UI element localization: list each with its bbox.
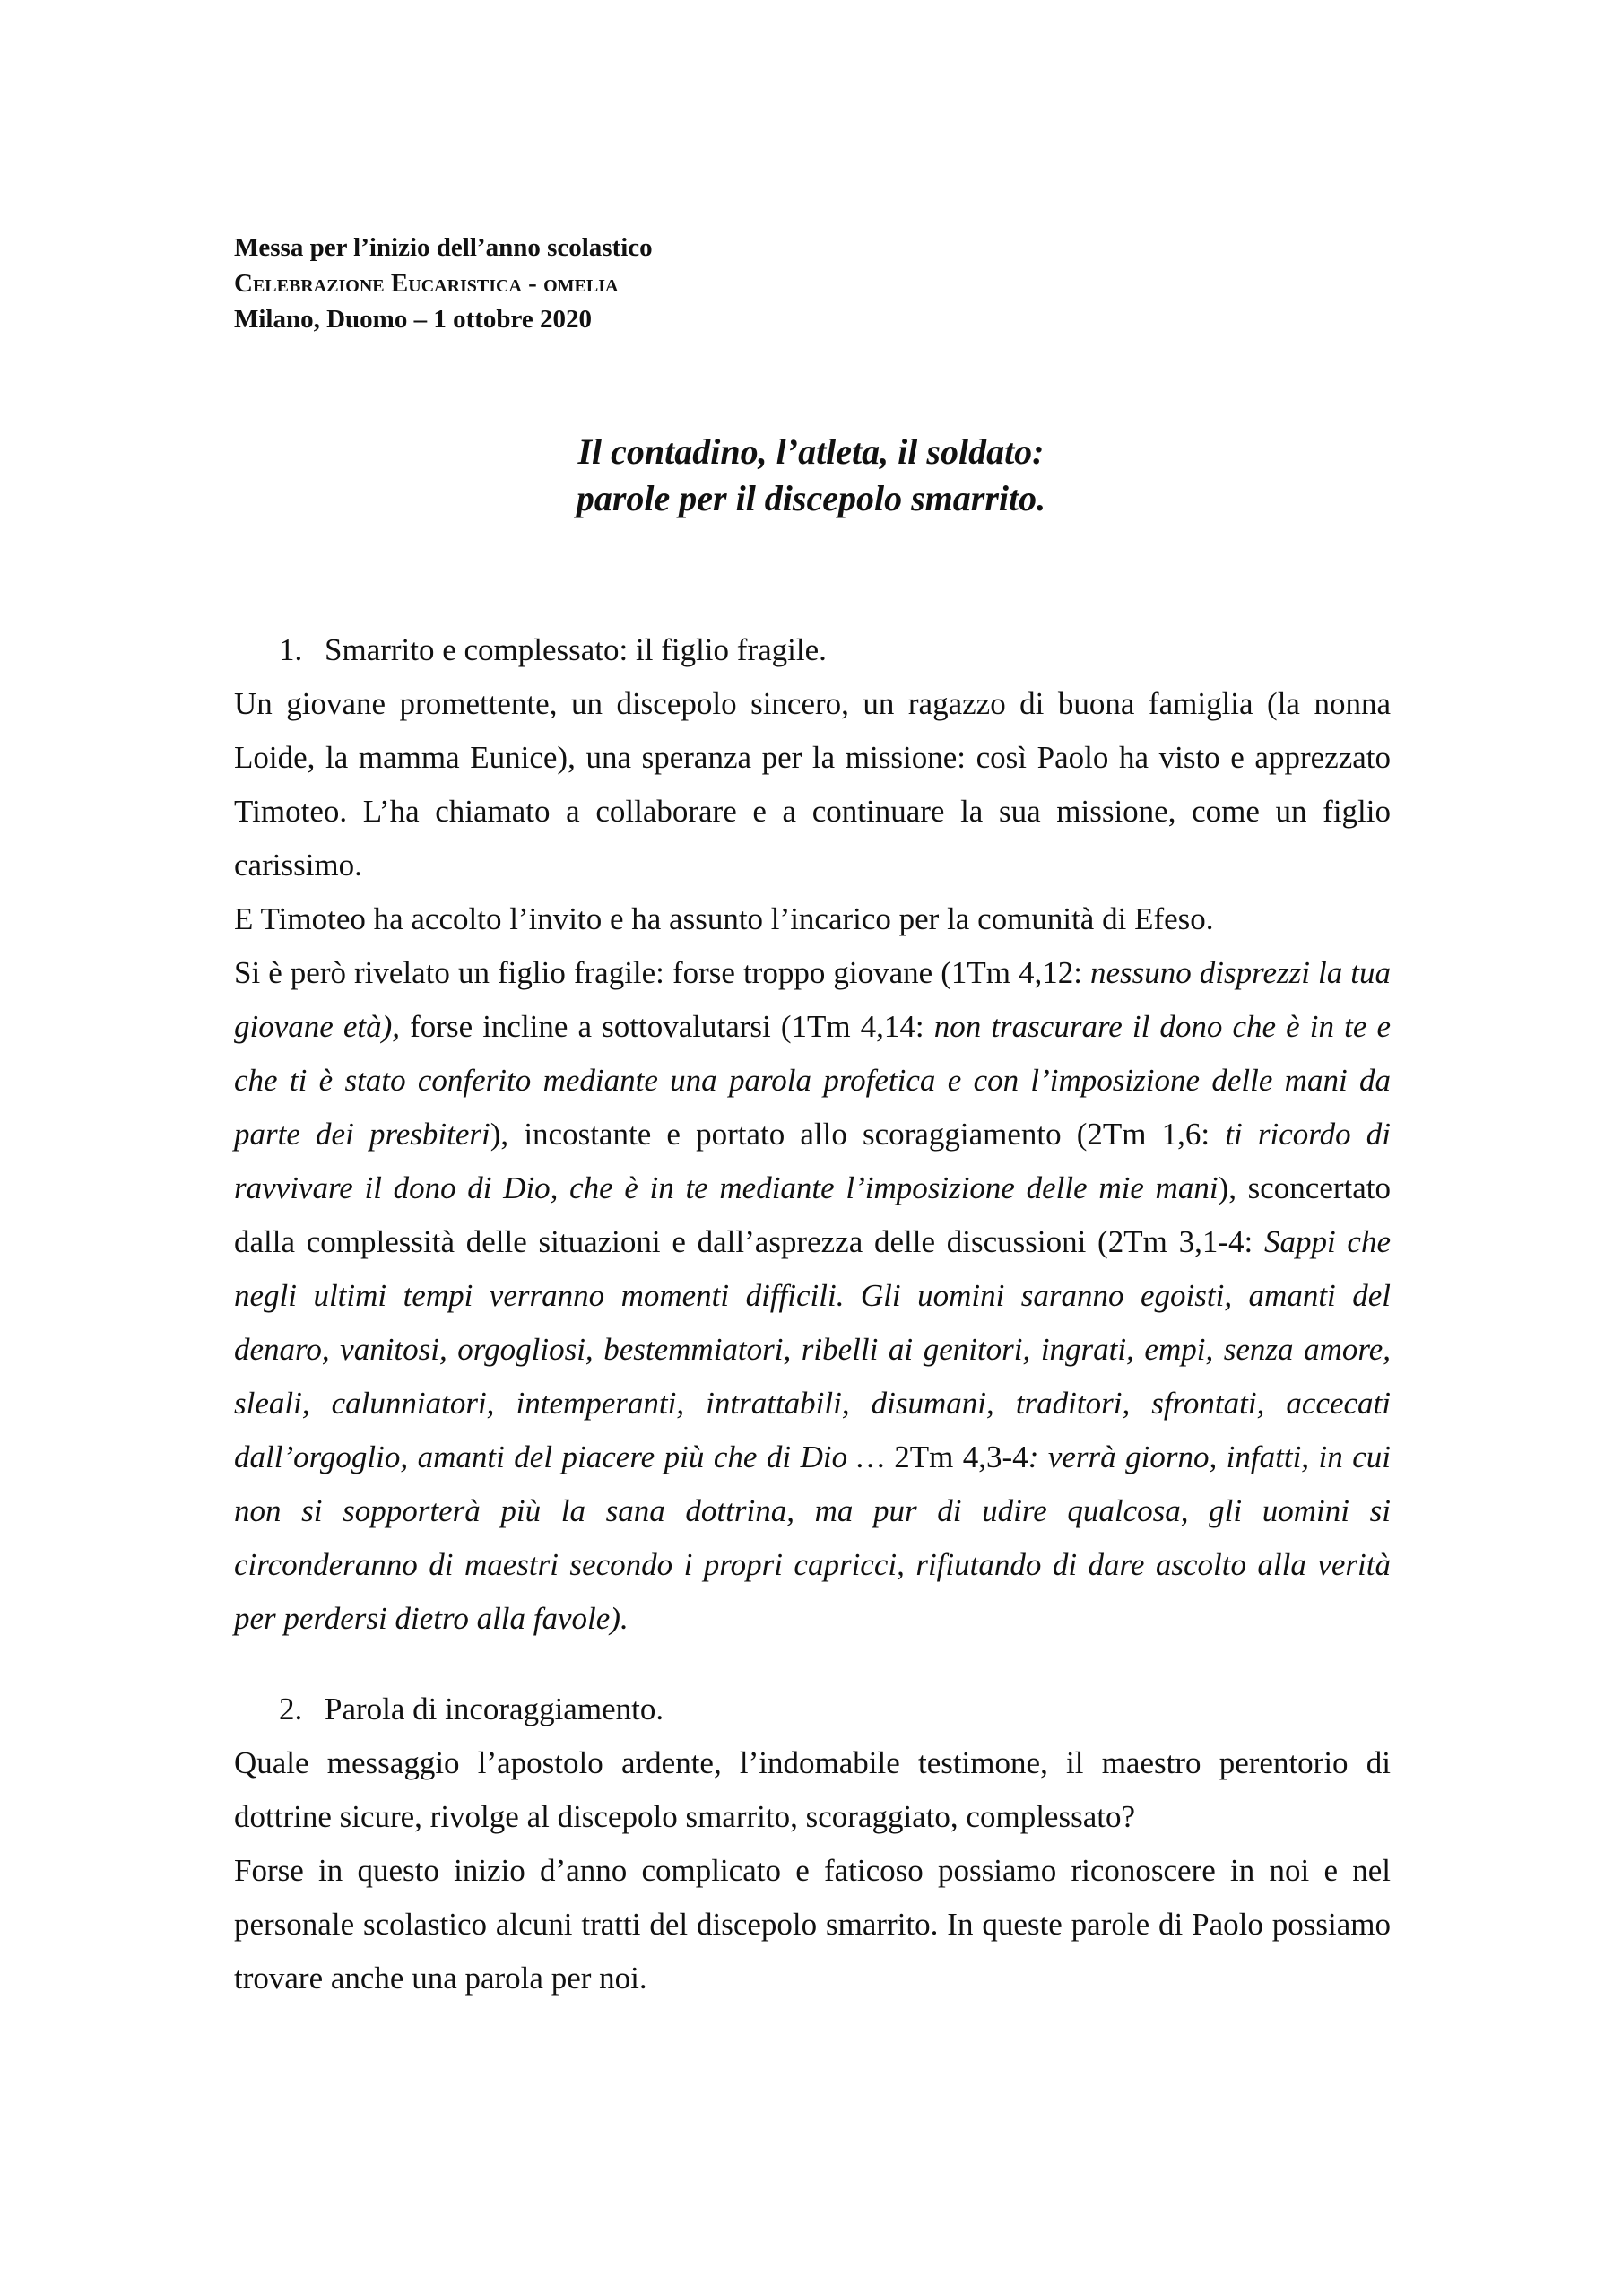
section-2 — [234, 1683, 1391, 2005]
section-2-number: 2. — [279, 1692, 303, 1726]
event-subtitle: Celebrazione Eucaristica - omelia — [234, 269, 619, 298]
event-title: Messa per l’inizio dell’anno scolastico — [234, 233, 653, 262]
homily-title-line-1: Il contadino, l’atleta, il soldato: — [577, 431, 1045, 472]
p3-text-2: forse incline a sottovalutarsi (1Tm 4,14: — [400, 1009, 934, 1044]
section-1-heading-text: Smarrito e complessato: il figlio fragile. — [325, 632, 827, 667]
section-1-paragraph-3 — [234, 946, 1391, 1646]
section-2-heading-text: Parola di incoraggiamento. — [325, 1692, 664, 1726]
section-2-body — [234, 1736, 1391, 2005]
section-1-heading — [234, 623, 1391, 677]
section-1-number: 1. — [279, 632, 303, 667]
section-1 — [234, 623, 1391, 1646]
homily-title-line-2: parole per il discepolo smarrito. — [576, 478, 1046, 518]
p3-quote-5: : verrà giorno, infatti, in cui non si sopporterà più la sana dottrina, ma pur di udire qualcosa, gli uomini si circonderanno di maestri secondo i propri capricci, rifiutando di dare ascolto alla verità per perdersi dietro alla favole). — [234, 1439, 1391, 1636]
section-2-heading — [234, 1683, 1391, 1736]
p3-quote-3: ti ricordo di ravvivare il dono di Dio, che è in te mediante l’imposizione delle mie mani — [234, 1117, 1392, 1205]
p3-text-1: Si è però rivelato un figlio fragile: forse troppo giovane (1Tm 4,12: — [234, 955, 1090, 990]
p3-text-4: ), sconcertato dalla complessità delle situazioni e dall’asprezza delle discussioni (2Tm 3,1-4: — [234, 1170, 1391, 1259]
p3-text-5: 2Tm 4,3-4 — [884, 1439, 1028, 1474]
section-1-paragraph-2: E Timoteo ha accolto l’invito e ha assunto l’incarico per la comunità di Efeso. — [234, 901, 1214, 936]
section-1-paragraph-1: Un giovane promettente, un discepolo sincero, un ragazzo di buona famiglia (la nonna Loide, la mamma Eunice), una speranza per la missione: così Paolo ha visto e apprezzato Timoteo. L’ha chiamato a collaborare e a continuare la sua missione, come un figlio carissimo. — [234, 686, 1391, 883]
p3-quote-4: Sappi che negli ultimi tempi verranno momenti difficili. Gli uomini saranno egoisti, amanti del denaro, vanitosi, orgogliosi, bestemmiatori, ribelli ai genitori, ingrati, empi, senza amore, sleali, calunniatori, intemperanti, intrattabili, disumani, traditori, sfrontati, accecati dall’orgoglio, amanti del piacere più che di Dio … — [234, 1224, 1391, 1474]
section-2-paragraph-2: Forse in questo inizio d’anno complicato e faticoso possiamo riconoscere in noi e nel personale scolastico alcuni tratti del discepolo smarrito. In queste parole di Paolo possiamo trovare anche una parola per noi. — [234, 1853, 1391, 1996]
section-1-body — [234, 677, 1391, 1646]
document-header — [234, 230, 1310, 337]
homily-title — [269, 429, 1353, 522]
event-place-date: Milano, Duomo – 1 ottobre 2020 — [234, 305, 593, 334]
p3-text-3: ), incostante e portato allo scoraggiamento (2Tm 1,6: — [490, 1117, 1226, 1152]
p3-quote-2: non trascurare il dono che è in te e che ti è stato conferito mediante una parola profetica e con l’imposizione delle mani da parte dei presbiteri — [234, 1009, 1391, 1152]
section-2-paragraph-1: Quale messaggio l’apostolo ardente, l’indomabile testimone, il maestro perentorio di dottrine sicure, rivolge al discepolo smarrito, scoraggiato, complessato? — [234, 1745, 1391, 1834]
p3-quote-1: nessuno disprezzi la tua giovane età), — [234, 955, 1392, 1044]
